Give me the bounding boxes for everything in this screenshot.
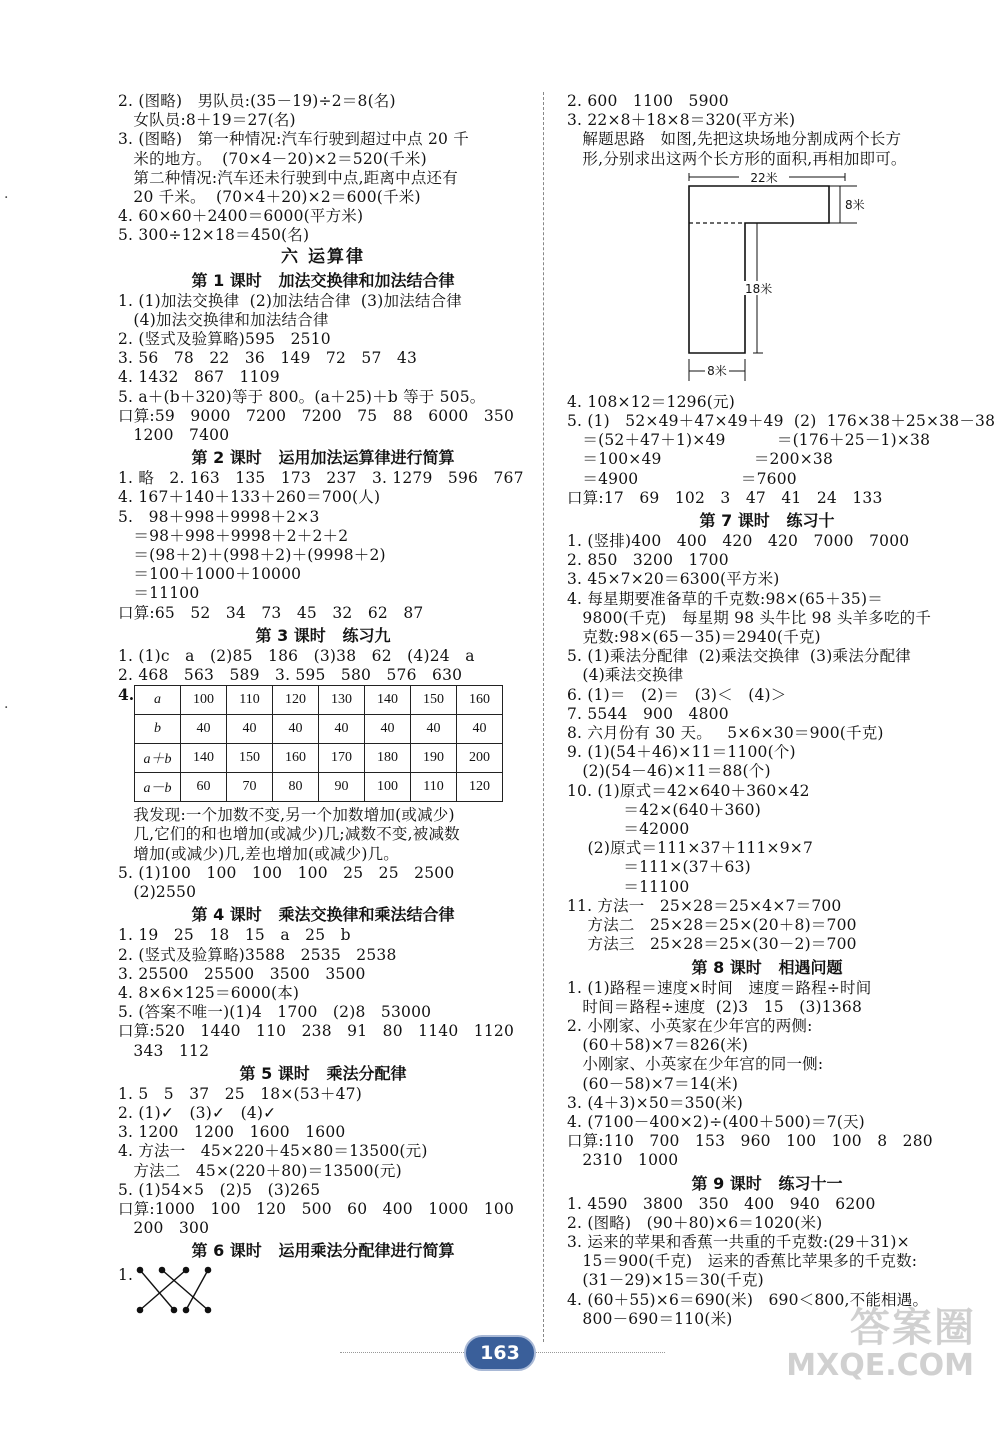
answer-line: 2. (图略) (90＋80)×6＝1020(米) [567,1213,823,1232]
answer-line: 小刚家、小英家在少年宫的同一侧: [567,1055,824,1074]
answer-line: ＝11100 [118,584,200,603]
answer-line: 4. (7100－400×2)÷(400＋500)＝7(天) [567,1112,865,1131]
answer-line: 2. 小刚家、小英家在少年宫的两侧: [567,1016,813,1035]
table-cell: 40 [273,715,319,744]
table-cell: 110 [227,686,273,715]
answer-line: 4. 方法一 45×220＋45×80＝13500(元) [118,1142,428,1161]
table-cell: a－b [135,773,181,802]
answer-line: 1. [118,1266,134,1285]
matching-figure-block [118,1262,528,1322]
answer-line: 1200 7400 [118,426,230,445]
table-cell: 160 [457,686,503,715]
table-cell: 120 [273,686,319,715]
answer-line: 3. (4＋3)×50＝350(米) [567,1093,744,1112]
table-cell: 40 [457,715,503,744]
answer-line: (4)加法交换律和加法结合律 [118,310,329,329]
answer-line: 1. 略 2. 163 135 173 237 3. 1279 596 767 [118,469,524,488]
answer-line: 我发现:一个加数不变,另一个加数增加(或减少) [118,806,455,825]
answer-line: 几,它们的和也增加(或减少)几;减数不变,被减数 [118,825,460,844]
lesson-title: 第 4 课时 乘法交换律和乘法结合律 [191,905,455,925]
answer-line: ＝100×49 ＝200×38 [567,450,834,469]
table-cell: 200 [457,744,503,773]
table-cell: 40 [411,715,457,744]
answer-line: 方法二 45×(220＋80)＝13500(元) [118,1161,402,1180]
answer-line: (60－58)×7＝14(米) [567,1074,739,1093]
answer-line: 形,分别求出这两个长方形的面积,再相加即可。 [567,149,907,168]
question-number: 4. [118,685,135,705]
answer-line: 5. (1)54×5 (2)5 (3)265 [118,1180,321,1199]
table-cell: 60 [181,773,227,802]
label-22m: 22米 [750,170,778,185]
answer-line: 800－690＝110(米) [567,1309,733,1328]
answer-line: 4. 8×6×125＝6000(本) [118,983,300,1002]
answer-line: 2. 468 563 589 3. 595 580 576 630 [118,666,463,685]
label-18m: 18米 [745,281,773,296]
answer-line: 2. (竖式及验算略)3588 2535 2538 [118,945,397,964]
table-cell: 120 [457,773,503,802]
answer-line: ＝11100 [567,877,690,896]
answer-line: 15＝900(千克) 运来的香蕉比苹果多的千克数: [567,1252,918,1271]
answer-line: 时间＝路程÷速度 (2)3 15 (3)1368 [567,997,863,1016]
table-row [135,744,503,773]
column-divider [543,92,544,1342]
answer-line: 5. a＋(b＋320)等于 800。(a＋25)＋b 等于 505。 [118,387,486,406]
answer-line: 1. (1)c a (2)85 186 (3)38 62 (4)24 a [118,646,475,665]
table-cell: 40 [319,715,365,744]
table-cell: 160 [273,744,319,773]
chapter-title: 六 运算律 [281,246,365,267]
answer-line: 5. 300÷12×18＝450(名) [118,226,310,245]
answer-line: 3. 45×7×20＝6300(平方米) [567,570,780,589]
answer-line: 4. 108×12＝1296(元) [567,392,735,411]
answer-line: (2)2550 [118,883,197,902]
answer-line: 1. 19 25 18 15 a 25 b [118,926,351,945]
answer-line: 2. 600 1100 5900 [567,92,729,110]
table-cell: 40 [227,715,273,744]
answer-line: 米的地方。 (70×4－20)×2＝520(千米) [118,149,427,168]
left-column [118,92,528,1322]
answer-table [134,685,503,802]
answer-line: (31－29)×15＝30(千克) [567,1271,764,1290]
answer-line: 1. (1)路程＝速度×时间 速度＝路程÷时间 [567,978,872,997]
lesson-title: 第 9 课时 练习十一 [691,1173,843,1193]
answer-line: 6. (1)＝ (2)＝ (3)＜ (4)＞ [567,685,787,704]
answer-line: (2)原式＝111×37＋111×9×7 [567,839,814,858]
answer-line: 口算:17 69 102 3 47 41 24 133 [567,488,883,507]
answer-line: 解题思路 如图,先把这块场地分割成两个长方 [567,130,902,149]
answer-line: ＝4900 ＝7600 [567,469,797,488]
field-figure [567,171,967,393]
answer-line: 4. 167＋140＋133＋260＝700(人) [118,488,381,507]
answer-line: 3. 25500 25500 3500 3500 [118,964,366,983]
answer-line: 5. (1)100 100 100 100 25 25 2500 [118,863,455,882]
answer-line: 2. (图略) 男队员:(35－19)÷2＝8(名) [118,92,396,110]
answer-line: 3. 56 78 22 36 149 72 57 43 [118,349,418,368]
answer-line: ＝(52＋47＋1)×49 ＝(176＋25－1)×38 [567,431,931,450]
page-number: 163 [464,1335,536,1371]
answer-line: 4. 每星期要准备草的千克数:98×(65＋35)＝ [567,589,883,608]
table-cell: a [135,686,181,715]
table-cell: 100 [365,773,411,802]
answer-line: 4. (60＋55)×6＝690(米) 690＜800,不能相遇。 [567,1290,929,1309]
lesson-title: 第 5 课时 乘法分配律 [239,1063,407,1083]
answer-line: 3. 22×8＋18×8＝320(平方米) [567,111,796,130]
answer-line: 20 千米。 (70×4＋20)×2＝600(千米) [118,188,421,207]
answer-line: 1. 4590 3800 350 400 940 6200 [567,1194,876,1213]
answer-line: 口算:110 700 153 960 100 100 8 280 [567,1132,933,1151]
answer-line: 5. (1) 52×49＋47×49＋49 (2) 176×38＋25×38－38 [567,412,996,431]
table-cell: 140 [181,744,227,773]
answer-line: 第二种情况:汽车还未行驶到中点,距离中点还有 [118,168,458,187]
table-cell: 150 [411,686,457,715]
answer-line: 5. (答案不唯一)(1)4 1700 (2)8 53000 [118,1003,432,1022]
answer-line: 女队员:8＋19＝27(名) [118,111,296,130]
answer-line: 方法三 25×28＝25×(30－2)＝700 [567,935,857,954]
answer-line: 口算:1000 100 120 500 60 400 1000 100 [118,1199,515,1218]
margin-mark: · [4,190,9,206]
answer-line: 口算:65 52 34 73 45 32 62 87 [118,603,424,622]
answer-line: 方法二 25×28＝25×(20＋8)＝700 [567,916,857,935]
answer-line: 口算:520 1440 110 238 91 80 1140 1120 [118,1022,515,1041]
answer-line: 5. 98＋998＋9998＋2×3 [118,507,320,526]
answer-line: 8. 六月份有 30 天。 5×6×30＝900(千克) [567,724,884,743]
answer-line: 10. (1)原式＝42×640＋360×42 [567,781,810,800]
answer-line: 7. 5544 900 4800 [567,704,729,723]
answer-line: ＝98＋998＋9998＋2＋2＋2 [118,526,349,545]
answer-line: 343 112 [118,1041,210,1060]
answer-line: 1. (1)加法交换律 (2)加法结合律 (3)加法结合律 [118,291,462,310]
table-cell: 190 [411,744,457,773]
watermark-logo: 答案圈 [850,1305,976,1351]
table-cell: 100 [181,686,227,715]
answer-line: 2. 850 3200 1700 [567,551,729,570]
answer-line: 口算:59 9000 7200 7200 75 88 6000 350 [118,406,515,425]
answer-line: 3. 1200 1200 1600 1600 [118,1123,346,1142]
answer-line: 2. (竖式及验算略)595 2510 [118,330,331,349]
answer-line: ＝42000 [567,820,690,839]
table-row [135,686,503,715]
answer-line: 11. 方法一 25×28＝25×4×7＝700 [567,896,842,915]
left-top-answers [118,92,528,246]
table-cell: 130 [319,686,365,715]
table-cell: 40 [181,715,227,744]
answer-line: 增加(或减少)几,差也增加(或减少)几。 [118,844,399,863]
answer-line: 4. 60×60＋2400＝6000(平方米) [118,207,364,226]
table-cell: 150 [227,744,273,773]
table-cell: a＋b [135,744,181,773]
answer-line: 2. (1)✓ (3)✓ (4)✓ [118,1103,277,1122]
table-cell: 90 [319,773,365,802]
lesson-title: 第 7 课时 练习十 [699,511,835,531]
table-cell: 180 [365,744,411,773]
table-cell: 110 [411,773,457,802]
answer-line: (60＋58)×7＝826(米) [567,1036,749,1055]
table-cell: 80 [273,773,319,802]
lesson-title: 第 2 课时 运用加法运算律进行简算 [191,448,455,468]
label-8m-right: 8米 [845,197,865,212]
answer-line: 9. (1)(54＋46)×11＝1100(个) [567,743,796,762]
table-cell: 140 [365,686,411,715]
answer-line: 克数:98×(65－35)＝2940(千克) [567,628,821,647]
answer-line: (4)乘法交换律 [567,666,684,685]
answer-line: ＝100＋1000＋10000 [118,565,302,584]
table-row [135,773,503,802]
table-cell: 70 [227,773,273,802]
answer-line: 1. (竖排)400 400 420 420 7000 7000 [567,532,910,551]
table-row [135,715,503,744]
watermark-url: MXQE.COM [786,1348,974,1383]
table-cell: b [135,715,181,744]
lesson-title: 第 8 课时 相遇问题 [691,957,843,977]
answer-line: ＝42×(640＋360) [567,800,761,819]
table-cell: 170 [319,744,365,773]
answer-line: 200 300 [118,1219,210,1238]
l-shape-diagram [567,171,967,389]
answer-line: ＝(98＋2)＋(998＋2)＋(9998＋2) [118,546,386,565]
lesson-title: 第 3 课时 练习九 [255,625,391,645]
answer-line: 1. 5 5 37 25 18×(53＋47) [118,1084,362,1103]
answer-line: 2310 1000 [567,1151,679,1170]
answer-line: 9800(千克) 每星期 98 头牛比 98 头羊多吃的千 [567,608,932,627]
matching-lines-figure [134,1262,224,1318]
answer-line: (2)(54－46)×11＝88(个) [567,762,771,781]
lesson-title: 第 1 课时 加法交换律和加法结合律 [191,270,455,290]
margin-mark: · [4,700,9,716]
table-cell: 40 [365,715,411,744]
answer-line: 3. 运来的苹果和香蕉一共重的千克数:(29＋31)× [567,1232,910,1251]
answer-line: 3. (图略) 第一种情况:汽车行驶到超过中点 20 千 [118,130,469,149]
answer-table-block [118,685,528,802]
answer-line: ＝111×(37＋63) [567,858,751,877]
answer-line: 5. (1)乘法分配律 (2)乘法交换律 (3)乘法分配律 [567,647,911,666]
answer-line: 4. 1432 867 1109 [118,368,280,387]
label-8m-bottom: 8米 [707,363,727,378]
lesson-title: 第 6 课时 运用乘法分配律进行简算 [191,1241,455,1261]
